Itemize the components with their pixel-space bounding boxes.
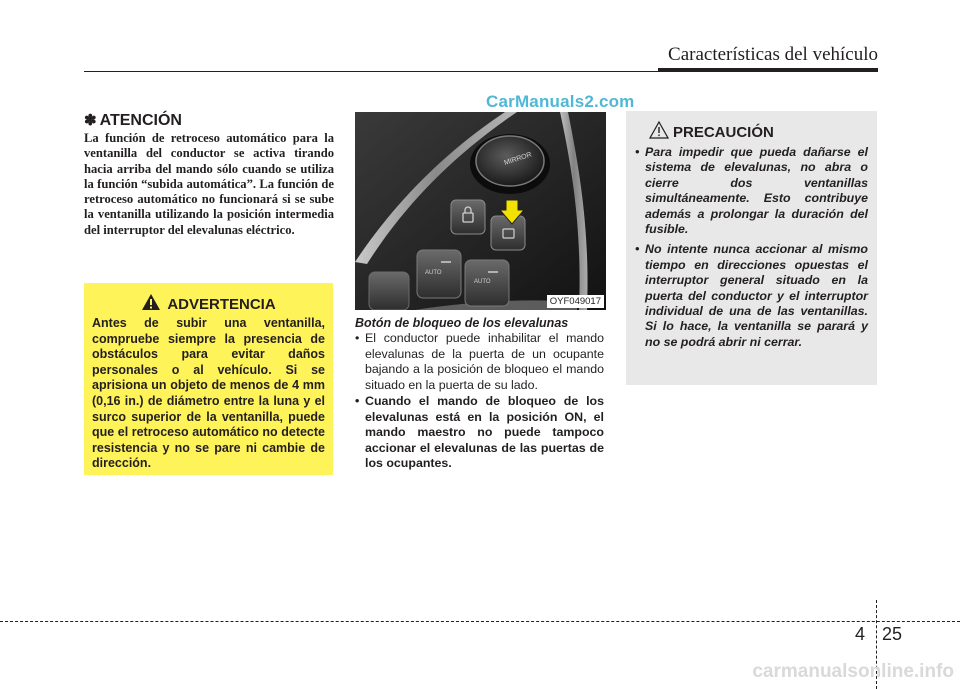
page-header-title: Características del vehículo xyxy=(668,44,878,65)
advertencia-box xyxy=(84,283,333,475)
photo-code: OYF049017 xyxy=(547,295,604,308)
window-lock-switch-photo xyxy=(355,112,606,310)
atencion-title: ATENCIÓN xyxy=(99,112,182,129)
auto-label-1: AUTO xyxy=(425,270,442,276)
precaucion-title: PRECAUCIÓN xyxy=(673,123,774,141)
bullet-icon: • xyxy=(635,145,640,159)
list-item xyxy=(355,394,604,472)
mirror-dial-label: MIRROR xyxy=(503,151,533,167)
watermark-top[interactable]: CarManuals2.com xyxy=(486,92,635,111)
footer-rule xyxy=(0,621,960,622)
caution-triangle-icon xyxy=(649,120,669,145)
asterisk-icon: ✽ xyxy=(84,112,97,129)
precaucion-list xyxy=(635,145,868,350)
advertencia-text: Antes de subir una ventanilla, compruebe siempre la presencia de obstáculos para evitar daños personales o al vehículo. Si se aprisiona un objeto de menos de 4 mm (0,16 in.) de diámetro entre la luna y el surco superior de la ventanilla, puede que el retroceso automático no detecte resistencia y no se pare ni cambie de dirección. xyxy=(92,316,325,471)
boton-bullet-2: Cuando el mando de bloqueo de los elevalunas está en la posición ON, el mando maestro no puede tampoco accionar el elevalunas de las puertas de los ocupantes. xyxy=(365,394,604,470)
boton-bullet-1: El conductor puede inhabilitar el mando elevalunas de la puerta de un ocupante bajando a la posición de bloqueo el mando situado en la puerta de su lado. xyxy=(365,331,604,392)
bullet-icon: • xyxy=(355,394,360,408)
watermark-bottom[interactable]: carmanualsonline.info xyxy=(752,661,954,682)
precaucion-heading xyxy=(649,121,868,143)
atencion-text: La función de retroceso automático para la ventanilla del conductor se activa tirando hacia arriba del mando sólo cuando se utiliza la función “subida automática”. La función de retroceso automático no funcionará si se sube la ventanilla utilizando la posición intermedia del interruptor del elevalunas eléctrico. xyxy=(84,131,334,237)
list-item xyxy=(635,242,868,350)
atencion-heading xyxy=(84,111,182,130)
advertencia-heading xyxy=(92,294,325,314)
bullet-icon: • xyxy=(355,331,360,345)
precaucion-item-1: Para impedir que pueda dañarse el sistema de elevalunas, no abra o cierre dos ventanillas simultáneamente. Esto contribuye además a prolongar la duración del fusible. xyxy=(645,145,868,237)
header-rule-accent xyxy=(658,68,878,72)
page-number: 25 xyxy=(882,624,903,644)
precaucion-item-2: No intente nunca accionar al mismo tiempo en direcciones opuestas el interruptor general situado en la puerta del conductor y el interruptor individual de una de las ventanillas. Si lo hace, la ventanilla se parará y no se podrá abrir ni cerrar. xyxy=(645,242,868,349)
boton-bullets xyxy=(355,331,604,472)
precaucion-box xyxy=(626,111,877,385)
list-item xyxy=(355,331,604,393)
warning-triangle-icon xyxy=(141,293,161,316)
bullet-icon: • xyxy=(635,242,640,257)
auto-label-2: AUTO xyxy=(474,279,491,285)
list-item xyxy=(635,145,868,237)
advertencia-title: ADVERTENCIA xyxy=(167,295,276,313)
chapter-number: 4 xyxy=(855,624,866,644)
boton-caption: Botón de bloqueo de los elevalunas xyxy=(355,316,569,330)
